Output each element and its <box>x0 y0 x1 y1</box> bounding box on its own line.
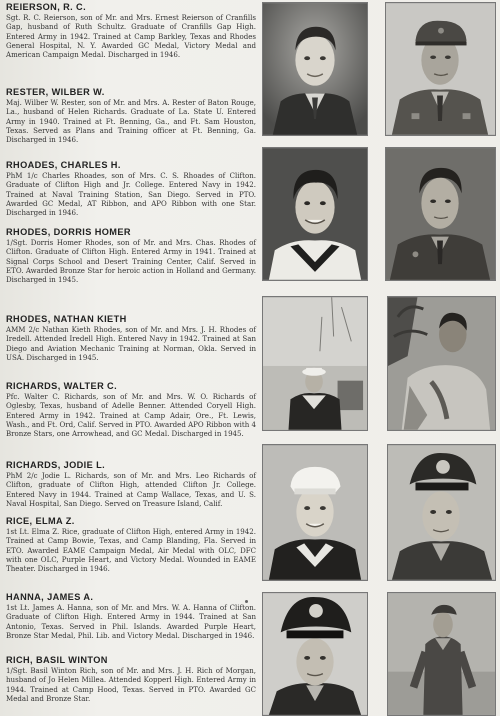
reierson-photo <box>262 2 368 136</box>
entry-bio: 1/Sgt. Basil Winton Rich, son of Mr. and Mrs. J. H. Rich of Morgan, husband of Jo Helen Millea. Attended Kopperl High. Entered Army in 1944. Trained at Camp Hood, Texas. Served in PTO. Awarded GC Medal and Bronze Star. <box>6 666 256 703</box>
entry-rester <box>6 87 256 144</box>
entry-rich <box>6 655 256 703</box>
richards-walter-photo <box>387 296 496 431</box>
entry-hanna <box>6 592 256 640</box>
portrait-image <box>386 148 495 280</box>
entry-bio: Maj. Wilber W. Rester, son of Mr. and Mrs. A. Rester of Baton Rouge, La., husband of Helen Richards. Graduate of La. State U. Entered Army in 1940. Trained at Ft. Benning, Ga., and Ft. Sam Houston, Texas. Served as Plans and Training officer at Ft. Benning, Ga. Discharged in 1946. <box>6 98 256 145</box>
portrait-image <box>386 3 495 135</box>
entry-name: RICE, ELMA Z. <box>6 516 75 526</box>
entry-bio: AMM 2/c Nathan Kieth Rhodes, son of Mr. and Mrs. J. H. Rhodes of Iredell. Attended Iredell High. Entered Navy in 1942. Trained at San Diego and Aviation Mechanic Training at Norman, Okla. Served in USA. Discharged in 1945. <box>6 325 256 362</box>
entry-name: HANNA, JAMES A. <box>6 592 94 602</box>
portrait-image <box>263 445 367 580</box>
entry-richards-walter <box>6 381 256 438</box>
portrait-image <box>263 148 367 280</box>
hanna-photo <box>262 592 368 716</box>
richards-jodie-photo <box>262 444 368 581</box>
entry-rhodes-nathan <box>6 314 256 362</box>
print-speck <box>245 600 248 603</box>
entry-name: RICH, BASIL WINTON <box>6 655 108 665</box>
rester-photo <box>385 2 496 136</box>
entry-name: RHODES, NATHAN KIETH <box>6 314 127 324</box>
rhoades-charles-photo <box>262 147 368 281</box>
entry-rhoades-charles <box>6 160 256 217</box>
rhodes-dorris-photo <box>385 147 496 281</box>
entry-bio: Sgt. R. C. Reierson, son of Mr. and Mrs. Ernest Reierson of Cranfills Gap, husband of Ruth Schultz. Graduate of Cranfills Gap High. Entered Army in 1942. Trained at Camp Barkley, Texas and Rhodes General Hospital, N. Y. Awarded GC Medal, Victory Medal and American Campaign Medal. Discharged in 1946. <box>6 13 256 60</box>
entry-bio: 1st Lt. James A. Hanna, son of Mr. and Mrs. W. A. Hanna of Clifton. Graduate of Clifton High. Entered Army in 1944. Trained at San Antonio, Texas. Served in Phil. Islands. Awarded Purple Heart, Bronze Star Medal, Phil. Lib. and Victory Medal. Discharged in 1946. <box>6 603 256 640</box>
entry-richards-jodie <box>6 460 256 508</box>
entry-bio: 1/Sgt. Dorris Homer Rhodes, son of Mr. and Mrs. Chas. Rhodes of Clifton. Graduate of Clifton High. Entered Army in 1941. Trained at Signal Corps School and Desert Training Center, Calif. Served in ETO. Awarded Bronze Star for heroic action in Holland and Germany. Discharged in 1945. <box>6 238 256 285</box>
entry-name: RESTER, WILBER W. <box>6 87 105 97</box>
entry-bio: PhM 2/c Jodie L. Richards, son of Mr. and Mrs. Leo Richards of Clifton, graduate of Clifton High, attended Clifton Jr. College. Entered Navy in 1944. Trained at Camp Wallace, Texas, and U. S. Naval Hospital, San Diego. Served on Treasure Island, Calif. <box>6 471 256 508</box>
entry-name: RHOADES, CHARLES H. <box>6 160 121 170</box>
snapshot-image <box>388 593 495 715</box>
entry-name: RICHARDS, WALTER C. <box>6 381 118 391</box>
entry-bio: PhM 1/c Charles Rhoades, son of Mrs. C. S. Rhoades of Clifton. Graduate of Clifton High and Jr. College. Entered Navy in 1942. Trained at Naval Training Station, San Diego. Served in PTO. Awarded GC Medal, AT Ribbon, and APO Ribbon with one Star. Discharged in 1946. <box>6 171 256 218</box>
entry-reierson <box>6 2 256 59</box>
entry-rhodes-dorris <box>6 227 256 284</box>
entry-name: REIERSON, R. C. <box>6 2 87 12</box>
entry-name: RICHARDS, JODIE L. <box>6 460 106 470</box>
rhodes-nathan-photo <box>262 296 368 431</box>
snapshot-image <box>263 297 367 430</box>
rich-photo <box>387 592 496 716</box>
entry-bio: 1st Lt. Elma Z. Rice, graduate of Clifton High, entered Army in 1942. Trained at Camp Bowie, Texas, and Camp Blanding, Fla. Served in ETO. Awarded EAME Campaign Medal, Air Medal with OLC, DFC with one OLC, Purple Heart, and Victory Medal. Wounded in EAME Theater. Discharged in 1946. <box>6 527 256 574</box>
entry-rice <box>6 516 256 573</box>
snapshot-image <box>388 297 495 430</box>
portrait-image <box>263 3 367 135</box>
entry-bio: Pfc. Walter C. Richards, son of Mr. and Mrs. W. O. Richards of Oglesby, Texas, husband of Adelle Benner. Attended Coryell High. Entered Army in 1942. Trained at Camp Adair, Ore., Ft. Lewis, Wash., and Ft. Ord, Calif. Served in PTO. Awarded APO Ribbon with 4 Bronze Stars, one Arrowhead, and GC Medal. Discharged in 1945. <box>6 392 256 439</box>
entry-name: RHODES, DORRIS HOMER <box>6 227 131 237</box>
rice-photo <box>387 444 496 581</box>
biography-column <box>6 0 256 716</box>
portrait-image <box>263 593 367 715</box>
portrait-image <box>388 445 495 580</box>
